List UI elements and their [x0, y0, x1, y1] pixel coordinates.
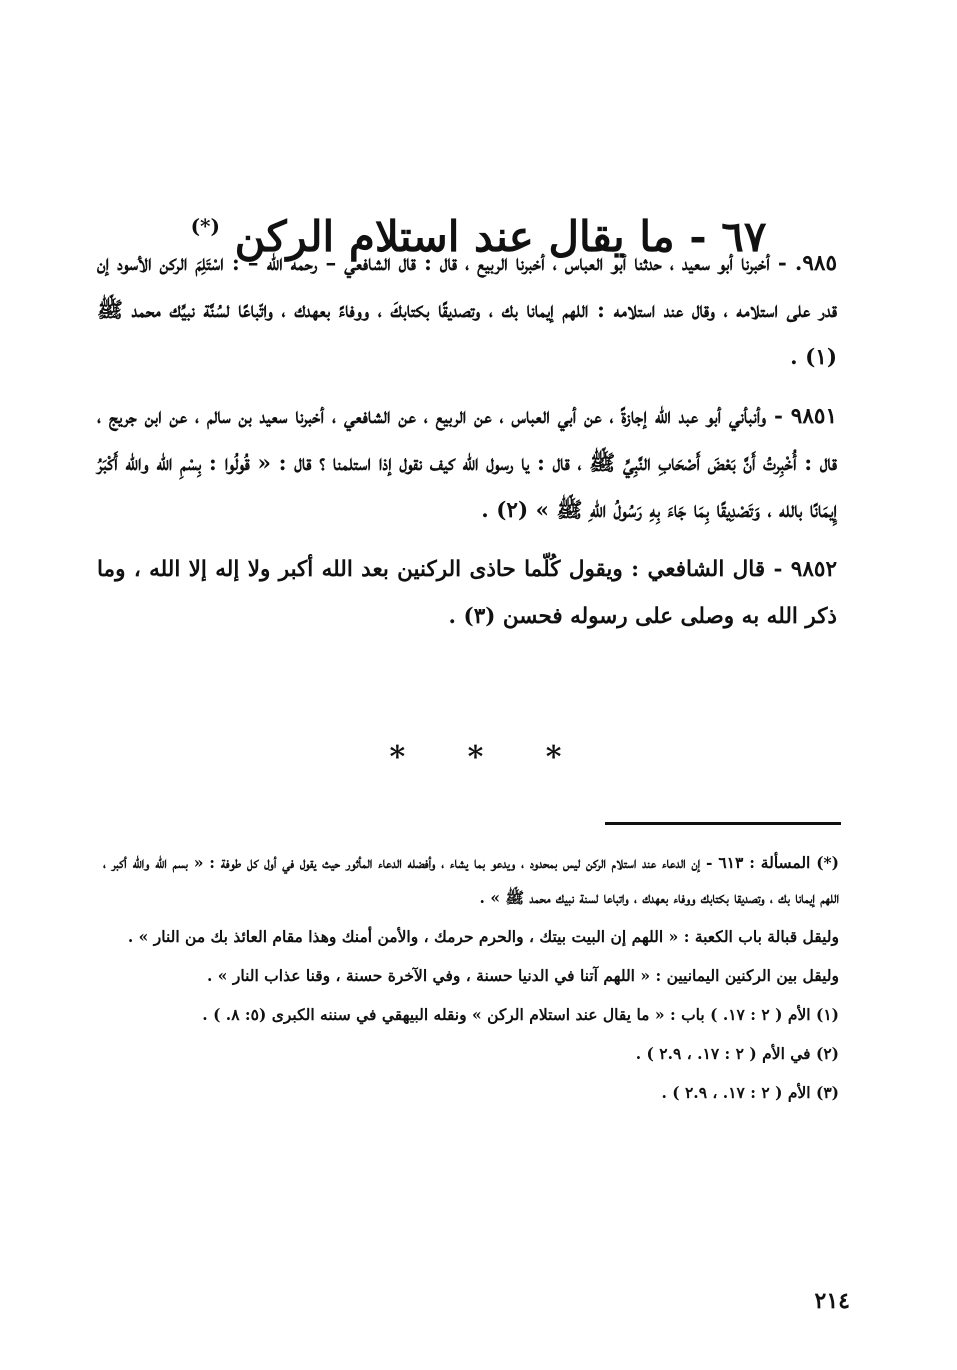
footnote-kaaba-door: وليقل قبالة باب الكعبة : « اللهم إن البيت بيتك ، والحرم حرمك ، والأمن أمنك وهذا مقام العائذ بك من النار » .: [127, 927, 839, 946]
footnote-1: (١) الأم ( ٢ : ١٧. ) باب : « ما يقال عند استلام الركن » ونقله البيهقي في سننه الكبرى (٥: ٨. ) .: [202, 1005, 839, 1024]
footnote-masala: (*) المسألة : ٦١٣ - إن الدعاء عند استلام الركن ليس بمحدود ، ويدعو بما يشاء ، وأفضله الدعاء المأثور حيث يقول في أول كل طوفة : « بسم الله والله أكبر ، اللهم إيمانا بك ، وتصديقا بكتابك ووفاء بعهدك ، واتباعا لسنة نبيك محمد ﷺ » .: [103, 853, 839, 907]
paragraph-9851: ٩٨٥١ - وأنبأني أبو عبد الله إجازةً ، عن أبي العباس ، عن الربيع ، عن الشافعي ، أخبرنا سعيد بن سالم ، عن ابن جريج ، قال : أُخْبِرتُ أَنَّ بَعْضَ أَصْحَابِ النَّبِيِّ ﷺ ، قال : يا رسول الله كيف نقول إذا استلمنا ؟ قال : « قُولُوا : بِسْمِ الله والله أَكْبَرُ إِيمَانًا بالله ، وَتَصْدِيقًا بِمَا جَاءَ بِهِ رَسُولُ اللهِ ﷺ » (٢) .: [97, 404, 837, 523]
chapter-title-text: ٦٧ - ما يقال عند استلام الركن: [234, 212, 767, 262]
footnote-divider: [605, 822, 841, 825]
page-number: ٢١٤: [814, 1288, 850, 1314]
paragraph-9852: ٩٨٥٢ - قال الشافعي : ويقول كُلّما حاذى الركنين بعد الله أكبر ولا إله إلا الله ، وما ذكر الله به وصلى على رسوله فحسن (٣) .: [97, 557, 837, 629]
footnote-3: (٣) الأم ( ٢ : ١٧. ، ٢.٩ ) .: [661, 1083, 839, 1102]
footnotes: [103, 845, 839, 1110]
main-text: [97, 240, 837, 640]
section-separator: * * *: [389, 740, 568, 775]
footnote-2: (٢) في الأم ( ٢ : ١٧. ، ٢.٩ ) .: [635, 1044, 839, 1063]
chapter-title-marker: (*): [190, 214, 220, 239]
paragraph-9850: ٩٨٥. - أخبرنا أبو سعيد ، حدثنا أبو العباس ، أخبرنا الربيع ، قال : قال الشافعي – رحمه الله – : اسْتَلِمَ الركن الأسود إن قدر على استلامه ، وقال عند استلامه : اللهم إيمانا بك ، وتصديقًا بكتابكَ ، ووفاءً بعهدك ، واتّباعًا لسُنَّة نبيِّك محمد ﷺ (١) .: [97, 251, 837, 370]
footnote-yamani: وليقل بين الركنين اليمانيين : « اللهم آتنا في الدنيا حسنة ، وفي الآخرة حسنة ، وقنا عذاب النار » .: [207, 966, 839, 985]
